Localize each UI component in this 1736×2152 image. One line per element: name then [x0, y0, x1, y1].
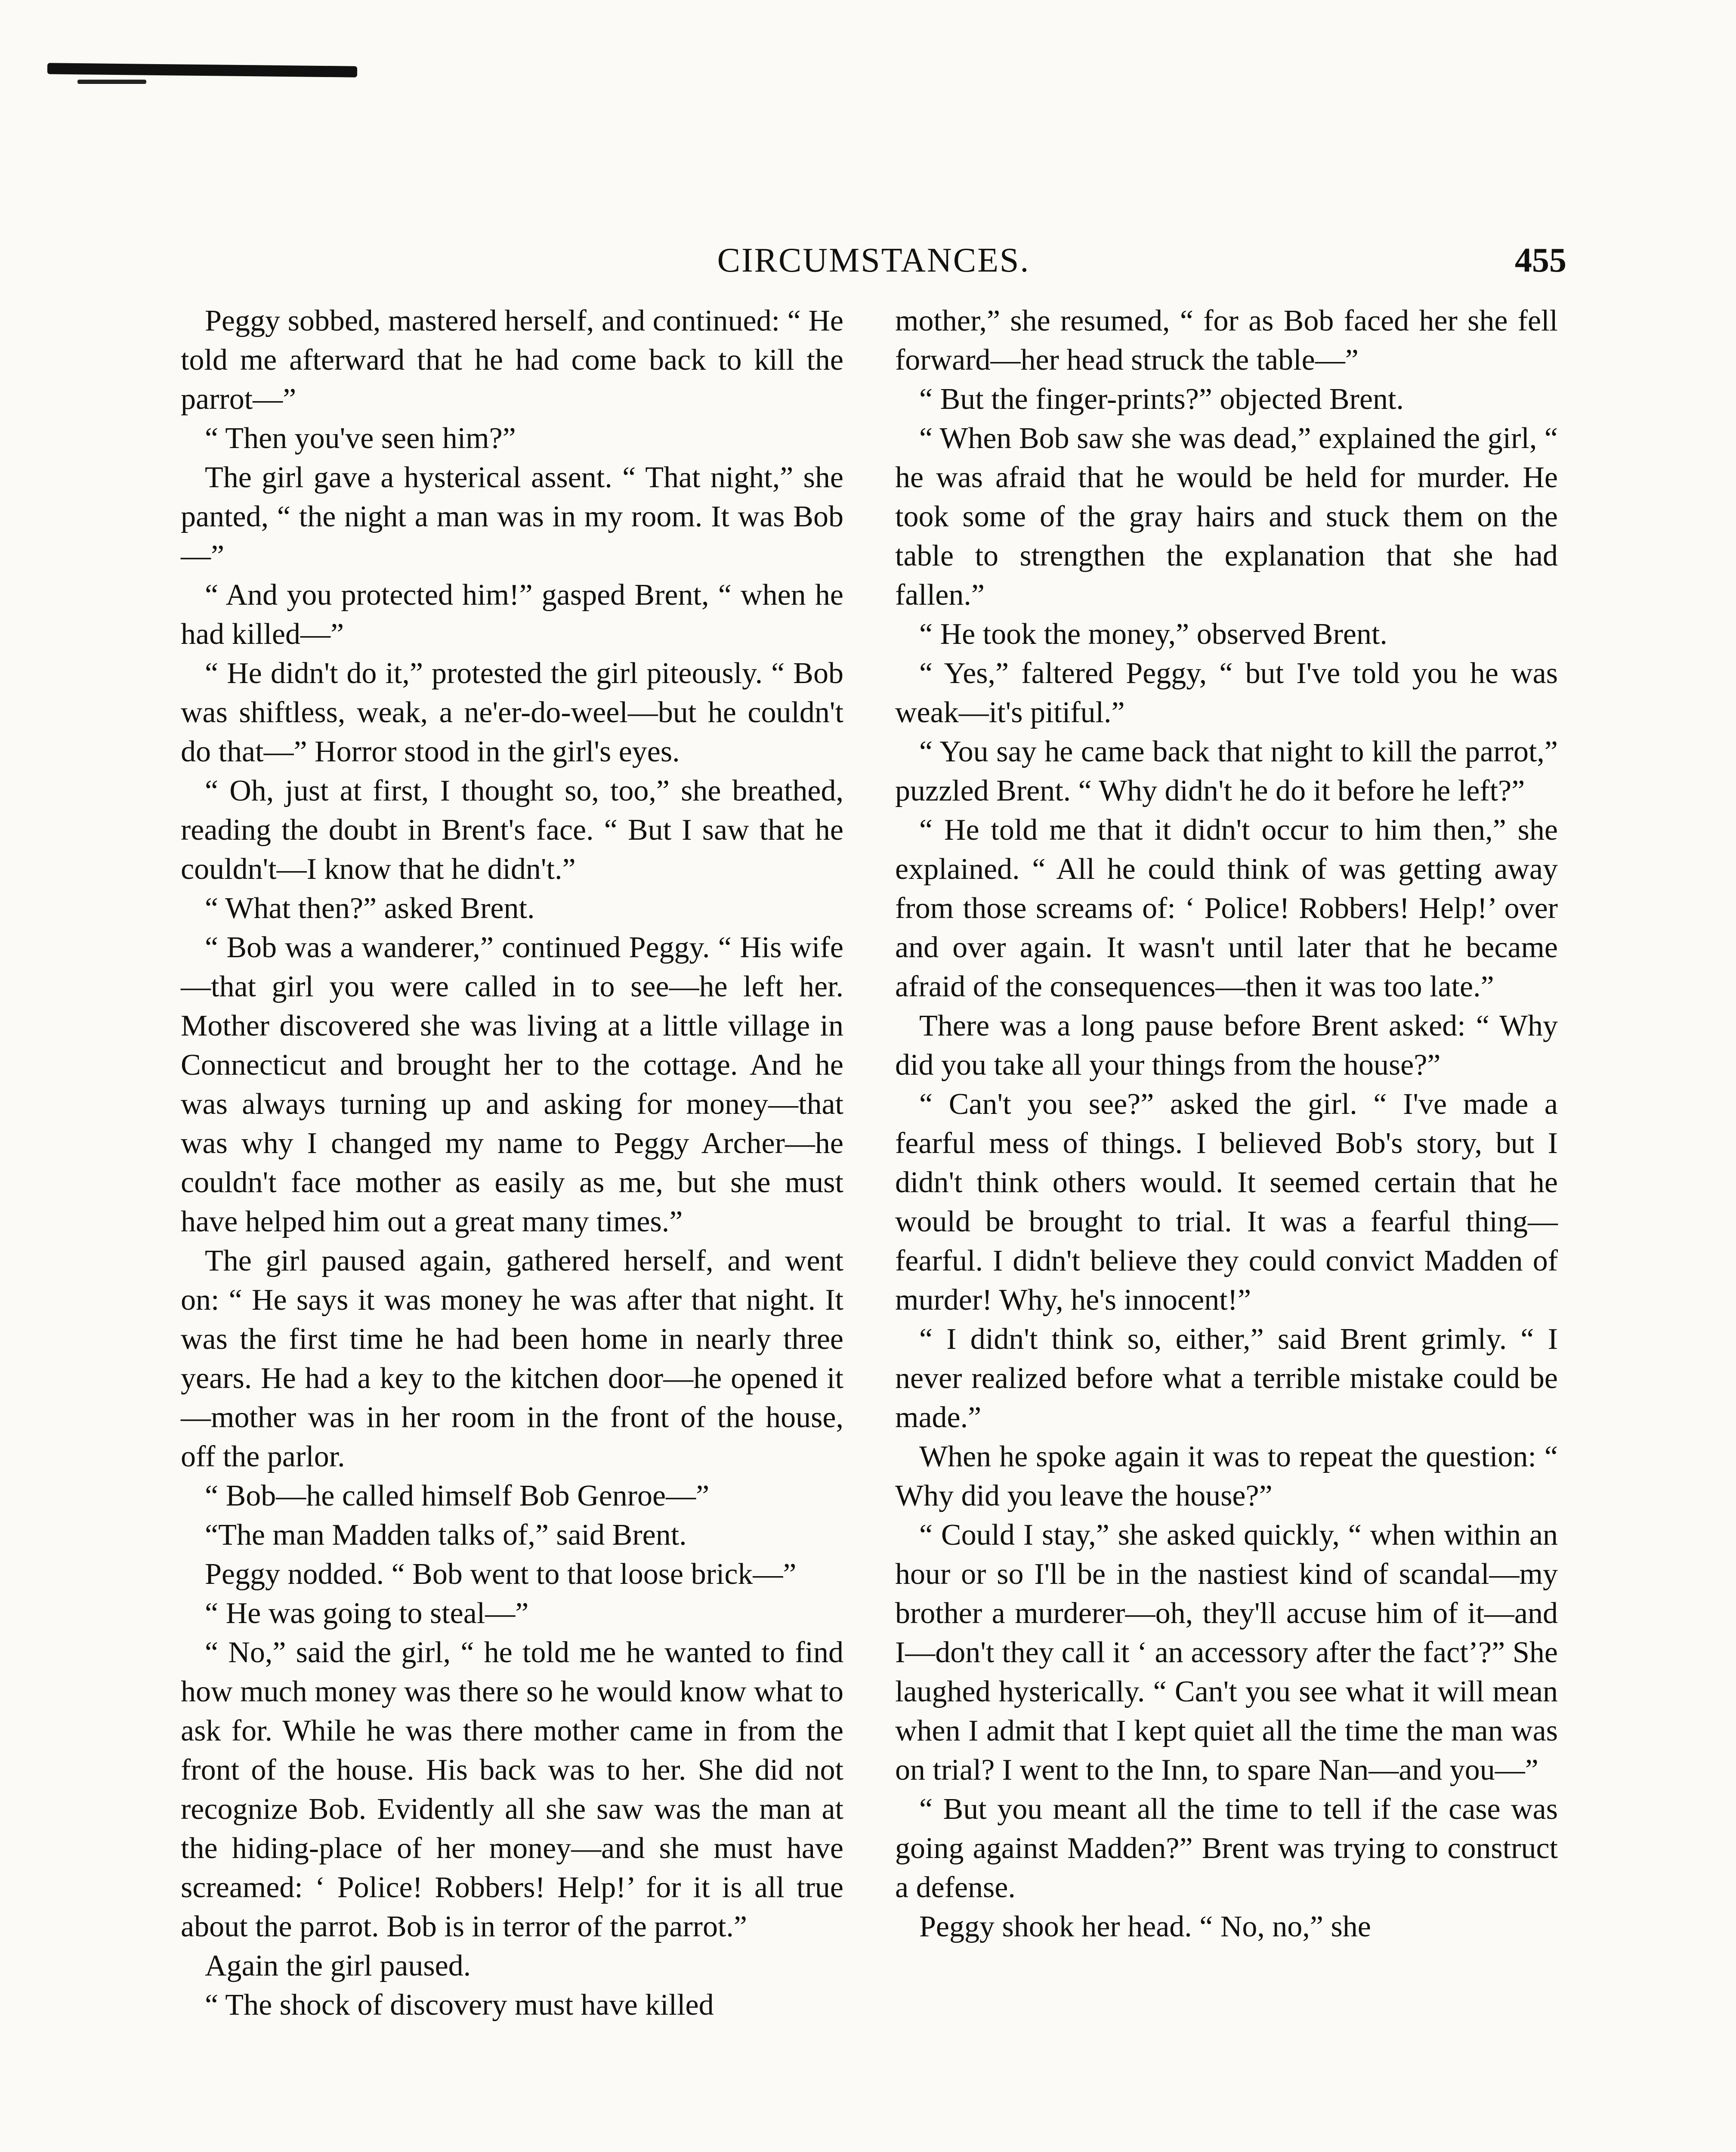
paragraph: “ I didn't think so, either,” said Brent grimly. “ I never realized before what a terrible mistake could be made.”	[895, 1323, 1558, 1434]
paragraph: “ But the finger-prints?” objected Brent.	[919, 383, 1404, 416]
paragraph: Peggy nodded. “ Bob went to that loose brick—”	[205, 1558, 797, 1591]
paragraph: “ He didn't do it,” protested the girl piteously. “ Bob was shiftless, weak, a ne'er-do-weel—but he couldn't do that—” Horror stood in the girl's eyes.	[181, 657, 843, 768]
paragraph: Peggy sobbed, mastered herself, and continued: “ He told me afterward that he had come back to kill the parrot—”	[181, 304, 843, 416]
paragraph: Again the girl paused.	[205, 1949, 471, 1982]
paragraph: The girl paused again, gathered herself, and went on: “ He says it was money he was after that night. It was the first time he had been home in nearly three years. He had a key to the kitchen door—he opened it—mother was in her room in the front of the house, off the parlor.	[181, 1244, 843, 1473]
running-title: CIRCUMSTANCES.	[717, 241, 1030, 279]
paragraph: “ And you protected him!” gasped Brent, “ when he had killed—”	[181, 578, 843, 651]
paragraph: “ You say he came back that night to kill the parrot,” puzzled Brent. “ Why didn't he do it before he left?”	[895, 735, 1558, 807]
paragraph: When he spoke again it was to repeat the question: “ Why did you leave the house?”	[895, 1440, 1558, 1512]
text-column-left	[181, 301, 843, 2152]
paragraph: The girl gave a hysterical assent. “ That night,” she panted, “ the night a man was in my room. It was Bob—”	[181, 461, 843, 572]
paragraph: “ He told me that it didn't occur to him then,” she explained. “ All he could think of was getting away from those screams of: ‘ Police! Robbers! Help!’ over and over again. It wasn't until later that he became afraid of the consequences—then it was too late.”	[895, 813, 1558, 1003]
paragraph: There was a long pause before Brent asked: “ Why did you take all your things from the house?”	[895, 1009, 1558, 1082]
paragraph: “ Yes,” faltered Peggy, “ but I've told you he was weak—it's pitiful.”	[895, 657, 1558, 729]
scan-ink-mark	[47, 63, 357, 77]
paragraph: “ When Bob saw she was dead,” explained the girl, “ he was afraid that he would be held for murder. He took some of the gray hairs and stuck them on the table to strengthen the explanation that she had fallen.”	[895, 422, 1558, 612]
text-column-right	[895, 301, 1558, 2152]
paragraph: “ What then?” asked Brent.	[205, 892, 535, 925]
paragraph: mother,” she resumed, “ for as Bob faced her she fell forward—her head struck the table—”	[895, 304, 1558, 377]
paragraph: “ Can't you see?” asked the girl. “ I've made a fearful mess of things. I believed Bob's story, but I didn't think others would. It seemed certain that he would be brought to trial. It was a fearful thing—fearful. I didn't believe they could convict Madden of murder! Why, he's innocent!”	[895, 1088, 1558, 1317]
paragraph: “ Then you've seen him?”	[205, 422, 516, 455]
page-number: 455	[1515, 241, 1566, 279]
paragraph: Peggy shook her head. “ No, no,” she	[919, 1910, 1371, 1943]
paragraph: “ The shock of discovery must have killed	[205, 1988, 714, 2022]
paragraph: “ He took the money,” observed Brent.	[919, 618, 1387, 651]
paragraph: “ He was going to steal—”	[205, 1597, 529, 1630]
paragraph: “ No,” said the girl, “ he told me he wanted to find how much money was there so he would know what to ask for. While he was there mother came in from the front of the house. His back was to her. She did not recognize Bob. Evidently all she saw was the man at the hiding-place of her money—and she must have screamed: ‘ Police! Robbers! Help!’ for it is all true about the parrot. Bob is in terror of the parrot.”	[181, 1636, 843, 1943]
page-header	[181, 241, 1566, 288]
paragraph: “ Bob—he called himself Bob Genroe—”	[205, 1479, 710, 1512]
paragraph: “ Oh, just at first, I thought so, too,” she breathed, reading the doubt in Brent's face. “ But I saw that he couldn't—I know that he didn't.”	[181, 774, 843, 886]
scan-ink-mark-small	[77, 80, 146, 84]
paragraph: “ Could I stay,” she asked quickly, “ when within an hour or so I'll be in the nastiest kind of scandal—my brother a murderer—oh, they'll accuse him of it—and I—don't they call it ‘ an accessory after the fact’?” She laughed hysterically. “ Can't you see what it will mean when I admit that I kept quiet all the time the man was on trial? I went to the Inn, to spare Nan—and you—”	[895, 1518, 1558, 1787]
paragraph: “ Bob was a wanderer,” continued Peggy. “ His wife—that girl you were called in to see—he left her. Mother discovered she was living at a little village in Connecticut and brought her to the cottage. And he was always turning up and asking for money—that was why I changed my name to Peggy Archer—he couldn't face mother as easily as me, but she must have helped him out a great many times.”	[181, 931, 843, 1238]
paragraph: “The man Madden talks of,” said Brent.	[205, 1518, 687, 1552]
paragraph: “ But you meant all the time to tell if the case was going against Madden?” Brent was trying to construct a defense.	[895, 1793, 1558, 1904]
